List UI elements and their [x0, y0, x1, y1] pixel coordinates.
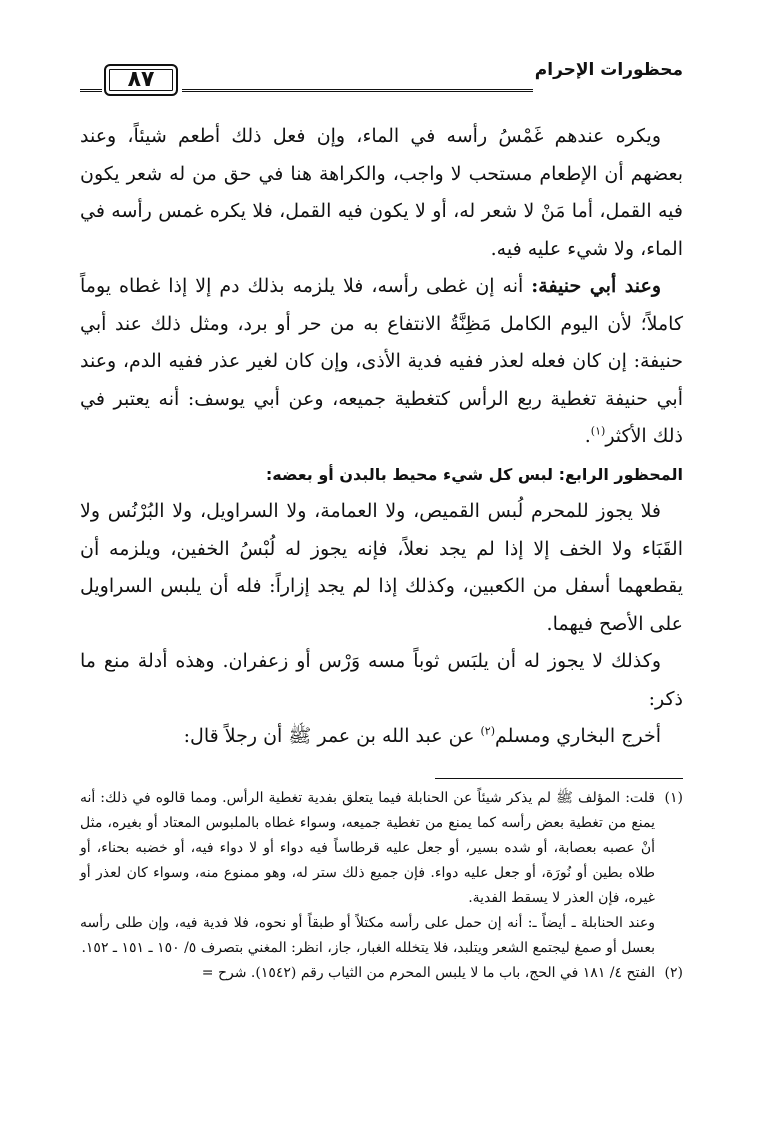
main-text	[80, 118, 683, 756]
footnote-1	[80, 786, 683, 961]
paragraph-lead: وعند أبي حنيفة:	[531, 275, 661, 297]
paragraph	[80, 268, 683, 456]
footnote-body	[80, 961, 655, 986]
footnote-number: (٢)	[664, 965, 683, 981]
footnote-paragraph: قلت: المؤلف ﷺ لم يذكر شيئاً عن الحنابلة فيما يتعلق بفدية تغطية الرأس. ومما قالوه في ذلك: أنه يمنع من تغطية بعض رأسه كما يمنع من تغطية جميعه، وسواء غطاه بالملبوس المعتاد أو بغيره، مثل أنْ عصبه بعصابة، أو شده بسير، أو جعل عليه قرطاساً فيه دواء أو لا دواء فيه، أو خضبه بحناء، أو طلاه بطين أو نُورَة، أو جعل عليه دواء. فإن جميع ذلك ستر له، وهو ممنوع منه، وسواء كان لعذر أو غيره، فإن العذر لا يسقط الفدية.	[80, 790, 655, 906]
footnote-paragraph: وعند الحنابلة ـ أيضاً ـ: أنه إن حمل على رأسه مكتلاً أو طبقاً أو نحوه، فلا فدية فيه، وإن طلى رأسه بعسل أو صمغ ليجتمع الشعر ويتلبد، فلا يتخلله الغبار، جاز، انظر: المغني بتصرف ٥/ ١٥٠ ـ ١٥١ ـ ١٥٢.	[80, 915, 655, 956]
section-title: المحظور الرابع: لبس كل شيء محيط بالبدن أو بعضه:	[265, 464, 683, 484]
paragraph-end: .	[584, 425, 591, 447]
footnote-ref-2[interactable]: (٢)	[480, 724, 495, 738]
paragraph-text: أخرج البخاري ومسلم	[495, 725, 661, 747]
paragraph: وكذلك لا يجوز له أن يلبَس ثوباً مسه وَرْس أو زعفران. وهذه أدلة منع ما ذكر:	[80, 650, 683, 710]
page-header	[80, 56, 683, 104]
paragraph-text: عن عبد الله بن عمر ﷺ أن رجلاً قال:	[183, 725, 475, 747]
footnotes	[80, 786, 683, 986]
paragraph	[80, 718, 683, 756]
running-title: محظورات الإحرام	[534, 60, 683, 80]
paragraph-text: أنه إن غطى رأسه، فلا يلزمه بذلك دم إلا إذا غطاه يوماً كاملاً؛ لأن اليوم الكامل مَظِنَّةُ الانتفاع به من حر أو برد، ومثل ذلك عند أبي حنيفة: إن كان فعله لعذر ففيه فدية الأذى، وإن كان لغير عذر ففيه الدم، وعند أبي حنيفة تغطية ربع الرأس كتغطية جميعه، وعن أبي يوسف: أنه يعتبر في ذلك الأكثر	[80, 275, 683, 447]
footnote-body	[80, 786, 655, 961]
header-rule	[182, 89, 533, 92]
footnote-paragraph: الفتح ٤/ ١٨١ في الحج، باب ما لا يلبس المحرم من الثياب رقم (١٥٤٢). شرح =	[201, 965, 655, 981]
footnote-ref-1[interactable]: (١)	[590, 424, 606, 438]
paragraph: فلا يجوز للمحرم لُبس القميص، ولا العمامة، ولا السراويل، ولا البُرْنُس ولا القَبَاء ولا الخف إلا إذا لم يجد نعلاً، فإنه يجوز له لُبْسُ الخفين، ويلزمه أن يقطعهما أسفل من الكعبين، وكذلك إذا لم يجد إزاراً: فله أن يلبس السراويل على الأصح فيهما.	[80, 500, 683, 635]
footnote-rule	[435, 778, 683, 779]
paragraph: ويكره عندهم غَمْسُ رأسه في الماء، وإن فعل ذلك أطعم شيئاً، وعند بعضهم أن الإطعام مستحب لا واجب، والكراهة هنا في حق من له شعر يكون فيه القمل، أما مَنْ لا شعر له، أو لا يكون فيه القمل، فلا يكره غمس رأسه في الماء، ولا شيء عليه فيه.	[80, 125, 683, 260]
header-rule-left	[80, 89, 102, 92]
footnote-number: (١)	[664, 790, 683, 806]
page-number: ٨٧	[104, 64, 178, 96]
footnote-2	[80, 961, 683, 986]
